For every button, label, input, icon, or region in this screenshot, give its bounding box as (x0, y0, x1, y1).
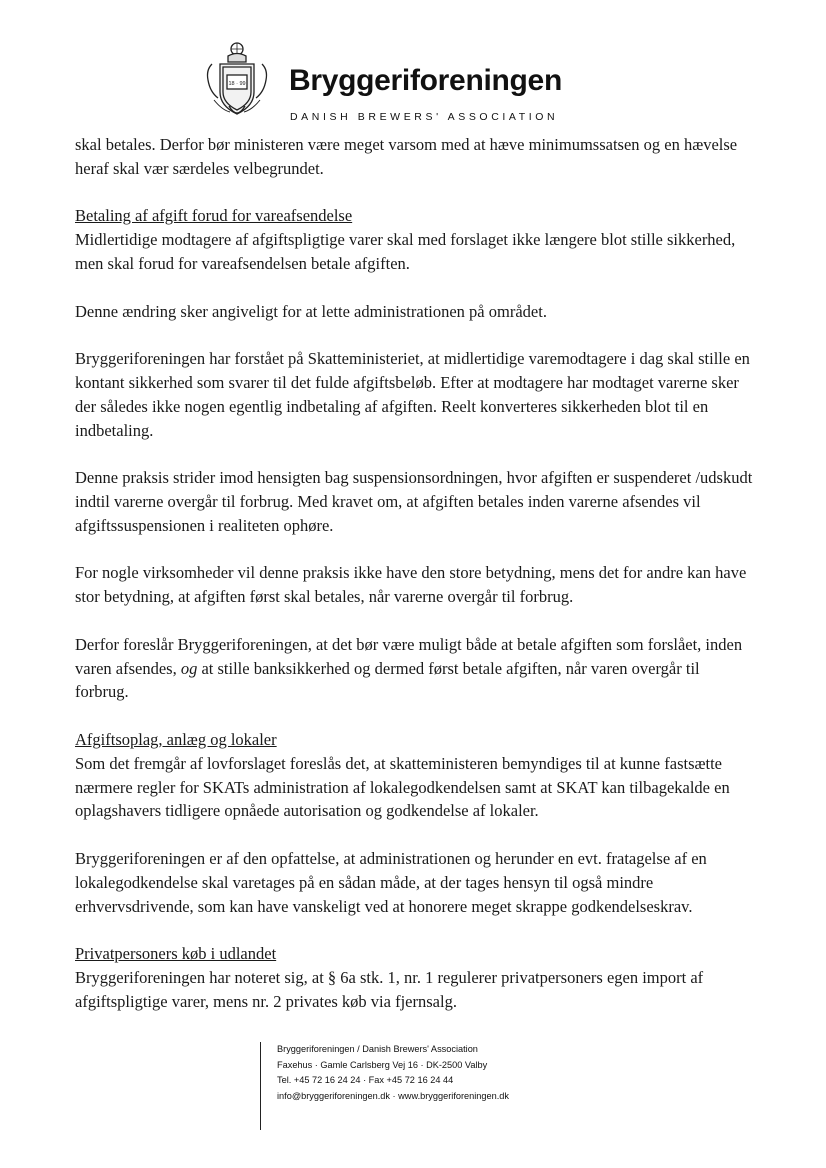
org-subtitle: DANISH BREWERS' ASSOCIATION (290, 111, 559, 123)
emblem-year-text: 18 · 99 (228, 81, 246, 87)
section-privatpersoner (75, 942, 755, 1013)
proposal-text-after: at stille banksikkerhed og dermed først betale afgiften, når varen overgår til forbrug. (75, 658, 700, 702)
section-afgiftsoplag (75, 728, 755, 918)
letter-body (75, 133, 755, 1037)
proposal-text-before: Derfor foreslår Bryggeriforeningen, at det bør være muligt både at betale afgiften som forslået, inden varen afsendes, (75, 634, 743, 678)
association-emblem-icon (200, 40, 274, 122)
proposal-paragraph (75, 633, 755, 704)
footer-org: Bryggeriforeningen / Danish Brewers' Association (277, 1044, 478, 1054)
footer-address: Faxehus · Gamle Carlsberg Vej 16 · DK-2500 Valby (277, 1059, 488, 1070)
footer-email-web: info@bryggeriforeningen.dk · www.bryggeriforeningen.dk (277, 1090, 509, 1101)
paragraph: Bryggeriforeningen har noteret sig, at § 6a stk. 1, nr. 1 regulerer privatpersoners egen import af afgiftspligtige varer, mens nr. 2 privates køb via fjernsalg. (75, 967, 704, 1011)
continuation-paragraph: skal betales. Derfor bør ministeren være meget varsom med at hæve minimumssatsen og en hævelse heraf skal vær særdeles velbegrundet. (75, 135, 738, 178)
section-heading: Afgiftsoplag, anlæg og lokaler (75, 729, 277, 749)
paragraph: Bryggeriforeningen er af den opfattelse, at administrationen og herunder en evt. fratagelse af en lokalegodkendelse skal varetages på en sådan måde, at der tages hensyn til også mindre erhvervsdrivende, som kan have vanskeligt ved at honorere meget skrappe godkendelseskrav. (75, 848, 707, 916)
section-betaling (75, 204, 755, 704)
paragraph: Denne praksis strider imod hensigten bag suspensionsordningen, hvor afgiften er suspenderet /udskudt indtil varerne overgår til forbrug. Med kravet om, at afgiften betales inden varerne afsendes vil afgiftssuspensionen i realiteten ophøre. (75, 468, 753, 535)
org-name: Bryggeriforeningen (289, 64, 562, 97)
footer-phone-fax: Tel. +45 72 16 24 24 · Fax +45 72 16 24 44 (277, 1075, 454, 1085)
letterhead-footer (260, 1042, 509, 1130)
paragraph: For nogle virksomheder vil denne praksis ikke have den store betydning, mens det for andre kan have stor betydning, at afgiften først skal betales, når varerne overgår til forbrug. (75, 563, 747, 607)
paragraph: Denne ændring sker angiveligt for at lette administrationen på området. (75, 301, 547, 321)
section-heading: Betaling af afgift forud for vareafsendelse (75, 206, 353, 226)
proposal-emphasis: og (180, 658, 198, 678)
paragraph: Midlertidige modtagere af afgiftspligtige varer skal med forslaget ikke længere blot stille sikkerhed, men skal forud for vareafsendelsen betale afgiften. (75, 230, 736, 273)
section-heading: Privatpersoners køb i udlandet (75, 944, 277, 964)
paragraph: Bryggeriforeningen har forstået på Skatteministeriet, at midlertidige varemodtagere i dag skal stille en kontant sikkerhed som svarer til det fulde afgiftsbeløb. Efter at modtagere har modtaget varerne sker der således ikke nogen egentlig indbetaling af afgiften. Reelt konverteres sikkerheden blot til en indbetaling. (75, 349, 750, 440)
paragraph: Som det fremgår af lovforslaget foreslås det, at skatteministeren bemyndiges til at kunne fastsætte nærmere regler for SKATs administration af lokalegodkendelsen samt at SKAT kan tilbagekalde en oplagshavers tidligere opnåede autorisation og godkendelse af lokaler. (75, 753, 730, 821)
